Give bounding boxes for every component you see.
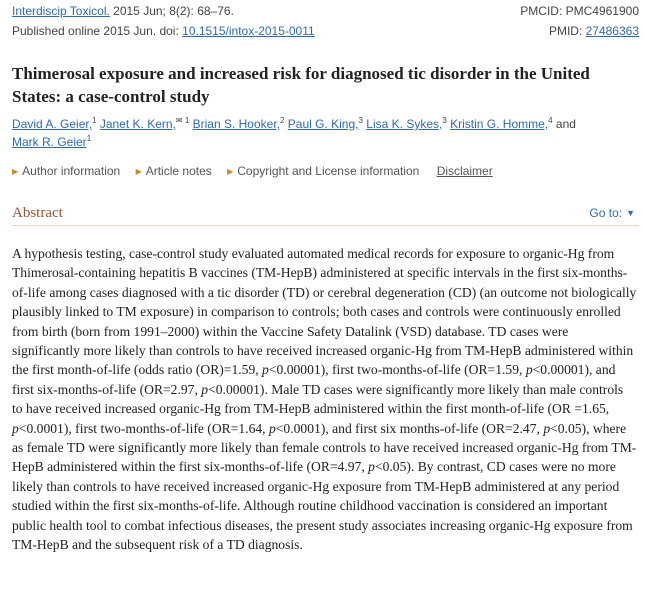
affiliation-sup: ✉ 1 xyxy=(175,116,190,125)
article-notes-toggle[interactable]: ▶ Article notes xyxy=(135,164,212,178)
expand-triangle-icon: ▶ xyxy=(12,167,19,176)
chevron-down-icon: ▼ xyxy=(626,208,635,218)
p-value-symbol: p xyxy=(12,420,19,436)
disclaimer-link[interactable]: Disclaimer xyxy=(436,164,493,178)
author-link[interactable]: Kristin G. Homme, xyxy=(450,117,549,131)
affiliation-sup: 4 xyxy=(548,116,553,125)
author-information-toggle[interactable]: ▶ Author information xyxy=(12,164,121,178)
pmid-link[interactable]: 27486363 xyxy=(585,24,639,38)
article-title: Thimerosal exposure and increased risk for diagnosed tic disorder in the United States: a case-control study xyxy=(12,64,590,106)
author-list xyxy=(12,115,637,151)
copyright-toggle[interactable]: ▶ Copyright and License information xyxy=(227,164,420,178)
p-value-symbol: p xyxy=(368,459,375,475)
author-link[interactable]: Mark R. Geier xyxy=(12,135,87,149)
pmcid: PMCID: PMC4961900 xyxy=(520,4,639,18)
affiliation-sup: 1 xyxy=(86,134,92,143)
expand-triangle-icon: ▶ xyxy=(135,167,142,176)
affiliation-sup: 3 xyxy=(358,116,363,125)
author-link[interactable]: Lisa K. Sykes, xyxy=(366,117,443,131)
issue-info: 2015 Jun; 8(2): 68–76. xyxy=(109,4,234,18)
p-value-symbol: p xyxy=(525,362,533,378)
author-link[interactable]: David A. Geier, xyxy=(12,117,93,131)
citation-row xyxy=(12,4,639,19)
p-value-symbol: p xyxy=(262,362,269,378)
abstract-text: A hypothesis testing, case-control study evaluated automated medical records for exposure to organic-Hg from Thimerosal-containing hepatitis B vaccines (TM-HepB) administered at specific intervals in the first six-months-of-life among cases diagnosed with a tic disorder (TD) or cerebral degeneration (CD) (an outcome not biologically plausibly linked to TM exposure) in comparison to controls; both cases and controls were continuously enrolled from birth (born from 1991–2000) within the Vaccine Safety Datalink (VSD) database. TD cases were significantly more likely than controls to have received increased organic-Hg from TM-HepB administered within the first month-of-life (odds ratio (OR)=1.59, p<0.00001), first two-months-of-life (OR=1.59, p<0.00001), and first six-months-of-life (OR=2.97, p<0.00001). Male TD cases were significantly more likely than male controls to have received increased organic-Hg from TM-HepB administered within the first month-of-life (OR =1.65, p<0.0001), first two-months-of-life (OR=1.64, p<0.0001), and first six months-of-life (OR=2.47, p<0.05), where as female TD were significantly more likely than female controls to have received increased organic-Hg from TM-HepB administered within the first six-months-of-life (OR=4.97, p<0.05). By contrast, CD cases were no more likely than controls to have received increased organic-Hg exposure from TM-HepB administered at any period studied within the first six-months-of-life. Although routine childhood vaccination is considered an important public health tool to combat infectious diseases, the present study associates increasing organic-Hg exposure from TM-HepB and the subsequent risk of a TD diagnosis. xyxy=(12,246,637,553)
abstract-heading: Abstract xyxy=(12,205,63,221)
article-info-nav xyxy=(12,164,493,178)
author-link[interactable]: Janet K. Kern, xyxy=(99,117,176,131)
p-value-symbol: p xyxy=(201,381,209,397)
abstract-header xyxy=(12,202,639,226)
affiliation-sup: 3 xyxy=(442,116,447,125)
p-value-symbol: p xyxy=(268,420,276,436)
author-link[interactable]: Brian S. Hooker, xyxy=(192,117,280,131)
expand-triangle-icon: ▶ xyxy=(227,167,234,176)
authors-and: and xyxy=(552,117,576,131)
published-label: Published online 2015 Jun. doi: xyxy=(12,24,183,38)
goto-menu[interactable]: Go to: ▼ xyxy=(589,206,635,220)
affiliation-sup: 1 xyxy=(92,116,97,125)
publication-row xyxy=(12,24,639,39)
doi-link[interactable]: 10.1515/intox-2015-0011 xyxy=(182,24,315,38)
p-value-symbol: p xyxy=(543,420,551,436)
journal-link[interactable]: Interdiscip Toxicol. xyxy=(12,4,110,18)
pmid-label: PMID: xyxy=(548,24,586,38)
author-link[interactable]: Paul G. King, xyxy=(287,117,359,131)
pmid-block xyxy=(549,24,639,39)
affiliation-sup: 2 xyxy=(279,116,285,125)
